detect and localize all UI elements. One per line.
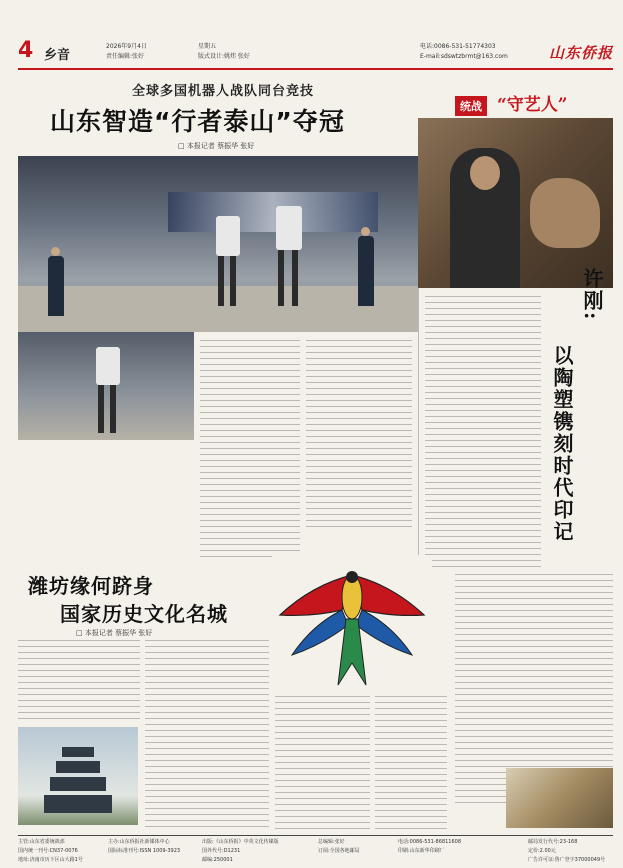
photo-background	[506, 768, 613, 828]
phone: 电话:0086-531-51774303	[420, 43, 496, 50]
kite-photo	[272, 555, 432, 690]
story2-body-column	[145, 640, 269, 830]
footer-item: 国际标准刊号:ISSN 1009-3923	[108, 848, 181, 854]
clay-sculpture	[530, 178, 600, 248]
footer-item: 订阅:全国各地邮局	[318, 848, 360, 854]
footer-row	[108, 838, 170, 846]
robot-competition-photo	[18, 156, 418, 332]
masthead	[18, 38, 613, 68]
artisan-subtitle: 以陶塑镌刻时代印记	[550, 345, 574, 543]
tower-tier	[50, 777, 106, 791]
section-name: 乡音	[44, 48, 71, 63]
footer-row	[202, 838, 279, 846]
footer-item: 邮局发行代号:23-168	[528, 839, 578, 845]
story1-byline: □ 本报记者 蔡振华 张好	[178, 142, 255, 150]
story2-body-column	[275, 696, 370, 830]
weekday-block	[198, 42, 250, 62]
footer-rule	[18, 835, 613, 836]
footer-row	[18, 856, 83, 864]
column-tag	[455, 90, 613, 118]
column-tag-title: “守艺人”	[497, 95, 568, 115]
newspaper-logo: 山东侨报	[548, 44, 613, 62]
weekday: 星期五	[198, 43, 217, 50]
tower-photo	[18, 727, 138, 825]
email: E-mail:sdswtzbrmt@163.com	[420, 53, 508, 60]
spectator-figure	[48, 256, 64, 316]
story1-body-column	[306, 340, 412, 528]
sidebar-body-column	[425, 296, 541, 568]
footer-row	[528, 838, 577, 846]
artisan-name: 许刚:	[580, 268, 604, 322]
story2-headline-line2: 国家历史文化名城	[60, 602, 228, 626]
footer-row	[398, 838, 461, 846]
footer-row	[18, 847, 78, 855]
footer-row	[202, 847, 240, 855]
artisan-figure	[450, 148, 520, 288]
column-tag-label: 统战	[455, 96, 487, 116]
footer-item: 印刷:山东新华印刷厂	[398, 848, 445, 854]
footer-row	[318, 838, 345, 846]
story1-body-column	[200, 340, 300, 558]
footer-item: 国内统一刊号:CN37-0076	[18, 848, 78, 854]
story2-byline: □ 本报记者 蔡振华 张好	[76, 629, 153, 637]
footer-item: 总编辑:张好	[318, 839, 345, 845]
footer-item: 定价:2.00元	[528, 848, 556, 854]
footer-row	[528, 847, 556, 855]
robot-figure	[208, 216, 248, 316]
page-number: 4	[18, 38, 34, 63]
footer-row	[202, 856, 233, 864]
date-block	[106, 42, 147, 62]
tower-tier	[56, 761, 100, 773]
footer-item: 主管:山东省委统战部	[18, 839, 65, 845]
robot-figure	[88, 347, 128, 437]
contact-block	[420, 42, 508, 62]
footer-item: 广告许可证:鲁广登字37000049号	[528, 857, 606, 863]
tower-tier	[44, 795, 112, 813]
footer-row	[398, 847, 445, 855]
spectator-figure	[358, 236, 374, 306]
robot-figure	[268, 206, 308, 316]
footer-item: 地址:济南市历下区山大路1号	[18, 857, 83, 863]
story2-body-column	[375, 696, 447, 830]
designer-label: 版式设计:姚炜 张好	[198, 53, 250, 60]
footer-row	[528, 856, 605, 864]
footer-row	[18, 838, 65, 846]
story2-body-column	[18, 640, 140, 722]
story1-headline: 山东智造“行者泰山”夺冠	[50, 107, 345, 136]
tower-tier	[62, 747, 94, 757]
footer-item: 主办:山东侨报社新媒体中心	[108, 839, 170, 845]
footer-item: 电话:0086-531-86811608	[398, 839, 462, 845]
story1-kicker: 全球多国机器人战队同台竞技	[132, 84, 315, 99]
story2-headline-line1: 潍坊缘何跻身	[28, 574, 154, 598]
footer-row	[108, 847, 180, 855]
editor-label: 责任编辑:张好	[106, 53, 145, 60]
footer-row	[318, 847, 360, 855]
footer-item: 国外代号:D1231	[202, 848, 241, 854]
kite-workshop-photo	[506, 768, 613, 828]
date: 2026年9月4日	[106, 43, 147, 50]
artisan-photo	[418, 118, 613, 288]
robot-detail-photo	[18, 332, 194, 440]
footer-item: 出版:《山东侨报》中英文化传媒版	[202, 839, 279, 845]
masthead-rule	[18, 68, 613, 70]
footer-item: 邮编:250001	[202, 857, 233, 863]
